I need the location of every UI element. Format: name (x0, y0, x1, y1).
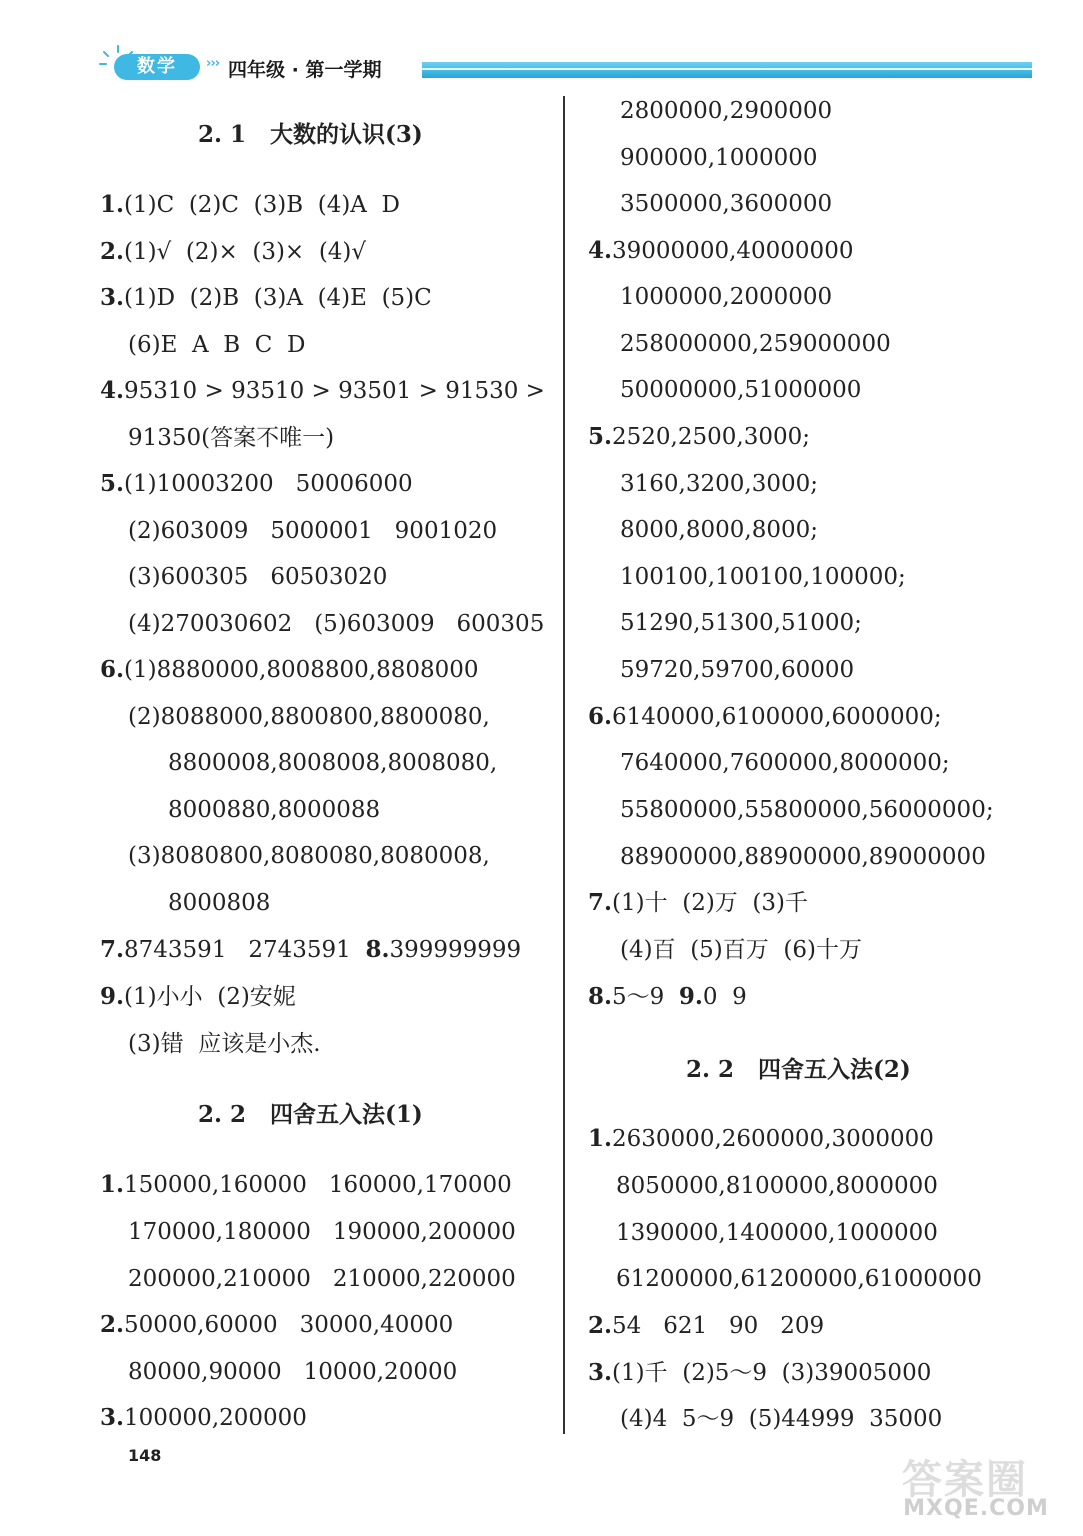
answer-line: 3.(1)千 (2)5～9 (3)39005000 (588, 1359, 932, 1386)
answer-line: 50000000,51000000 (620, 377, 862, 403)
answer-line: 170000,180000 190000,200000 (128, 1219, 516, 1245)
answer-line: 1.2630000,2600000,3000000 (588, 1125, 934, 1152)
header-bar (422, 62, 1032, 78)
answer-line: 2.54 621 90 209 (588, 1312, 825, 1339)
chevrons-icon: ››› (206, 56, 220, 71)
subject-badge: 数学 (114, 54, 200, 80)
answer-line: 7.(1)十 (2)万 (3)千 (588, 889, 808, 916)
section-title: 2. 2 四舍五入法(2) (686, 1056, 911, 1083)
answer-line: (3)错 应该是小杰. (128, 1031, 321, 1057)
answer-line: 900000,1000000 (620, 145, 818, 171)
answer-line: 4.39000000,40000000 (588, 237, 854, 264)
answer-line: (3)600305 60503020 (128, 564, 388, 590)
answer-line: 61200000,61200000,61000000 (616, 1266, 982, 1292)
answer-line: 51290,51300,51000; (620, 610, 862, 636)
answer-line: 1000000,2000000 (620, 284, 833, 310)
answer-line: 8000,8000,8000; (620, 517, 818, 543)
answer-line: 4.95310 > 93510 > 93501 > 91530 > (100, 377, 545, 404)
section-title: 2. 2 四舍五入法(1) (198, 1101, 423, 1128)
answer-line: 8050000,8100000,8000000 (616, 1173, 938, 1199)
answer-line: (3)8080800,8080080,8080008, (128, 843, 490, 869)
answer-line: 3500000,3600000 (620, 191, 833, 217)
watermark (888, 1448, 1064, 1528)
section-title: 2. 1 大数的认识(3) (198, 121, 423, 148)
answer-line: 7640000,7600000,8000000; (620, 750, 950, 776)
answer-line: (4)270030602 (5)603009 600305 (128, 611, 545, 637)
answer-line: 8000880,8000088 (168, 797, 381, 823)
answer-line: 91350(答案不唯一) (128, 425, 335, 451)
answer-line: 100100,100100,100000; (620, 564, 906, 590)
answer-line: 5.2520,2500,3000; (588, 423, 810, 450)
page-number: 148 (128, 1446, 162, 1465)
answer-line: 59720,59700,60000 (620, 657, 855, 683)
answer-line: 6.(1)8880000,8008800,8808000 (100, 656, 479, 683)
answer-line: 7.8743591 2743591 8.399999999 (100, 936, 522, 963)
answer-line: 1390000,1400000,1000000 (616, 1220, 938, 1246)
answer-line: (4)百 (5)百万 (6)十万 (620, 937, 862, 963)
answer-line: 80000,90000 10000,20000 (128, 1359, 458, 1385)
page-header (92, 40, 1037, 90)
column-divider (563, 96, 565, 1434)
answer-line: 8.5～9 9.0 9 (588, 983, 747, 1010)
answer-line: (2)8088000,8800800,8800080, (128, 704, 490, 730)
answer-line: 1.(1)C (2)C (3)B (4)A D (100, 191, 400, 218)
answer-line: 8000808 (168, 890, 271, 916)
answer-line: 2.(1)√ (2)× (3)× (4)√ (100, 238, 367, 265)
answer-line: 55800000,55800000,56000000; (620, 797, 994, 823)
answer-line: 5.(1)10003200 50006000 (100, 470, 413, 497)
answer-line: 88900000,88900000,89000000 (620, 844, 986, 870)
grade-term-title: 四年级 · 第一学期 (228, 59, 382, 81)
answer-line: 2800000,2900000 (620, 98, 833, 124)
answer-line: 200000,210000 210000,220000 (128, 1266, 516, 1292)
answer-line: (6)E A B C D (128, 332, 306, 358)
answer-line: 9.(1)小小 (2)安妮 (100, 983, 296, 1010)
answer-line: 258000000,259000000 (620, 331, 891, 357)
answer-line: 3160,3200,3000; (620, 471, 818, 497)
answer-line: 1.150000,160000 160000,170000 (100, 1171, 512, 1198)
answer-line: 8800008,8008008,8008080, (168, 750, 498, 776)
answer-line: 3.100000,200000 (100, 1404, 307, 1431)
watermark-logo: 答案圈 (902, 1457, 1028, 1503)
answer-line: (4)4 5～9 (5)44999 35000 (620, 1406, 943, 1432)
answer-line: (2)603009 5000001 9001020 (128, 518, 498, 544)
answer-line: 2.50000,60000 30000,40000 (100, 1311, 454, 1338)
watermark-url: MXQE.COM (903, 1496, 1049, 1521)
answer-line: 6.6140000,6100000,6000000; (588, 703, 942, 730)
answer-line: 3.(1)D (2)B (3)A (4)E (5)C (100, 284, 432, 311)
